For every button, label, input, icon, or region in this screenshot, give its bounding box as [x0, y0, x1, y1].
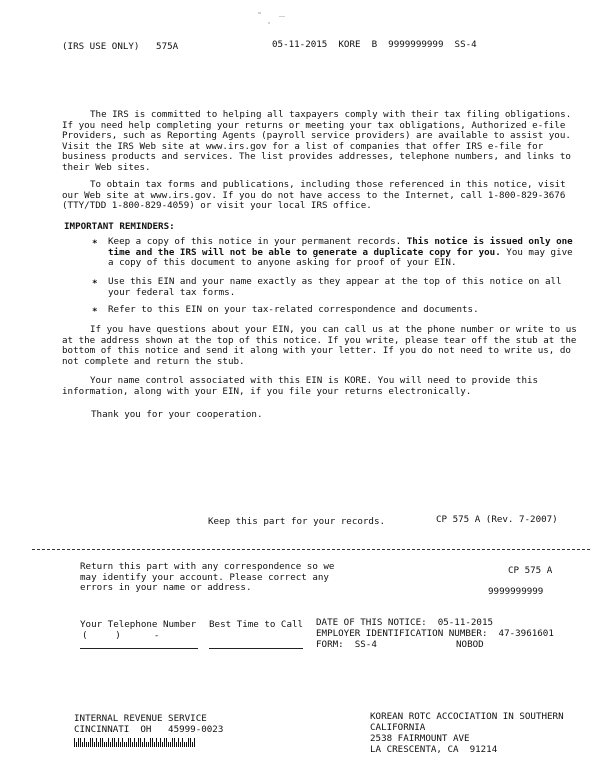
barcode-bar	[154, 742, 155, 747]
barcode-bar	[74, 738, 75, 747]
best-time-underline[interactable]	[209, 648, 303, 649]
reminder-use-ein: Use this EIN and your name exactly as they appear at the top of this notice on all your federal tax forms.	[108, 276, 562, 298]
best-time-label: Best Time to Call	[209, 619, 304, 630]
phone-number-label: Your Telephone Number	[80, 619, 197, 630]
barcode-bar	[126, 742, 127, 747]
barcode-bar	[78, 738, 79, 747]
barcode-bar	[106, 742, 107, 747]
barcode-bar	[80, 738, 81, 747]
paragraph-thanks: Thank you for your cooperation.	[91, 409, 263, 420]
barcode-bar	[102, 738, 103, 747]
barcode-bar	[96, 738, 97, 747]
barcode-bar	[180, 742, 181, 747]
barcode-bar	[192, 742, 193, 747]
tear-line	[32, 549, 590, 550]
barcode-bar	[158, 742, 159, 747]
irs-address-line: CINCINNATI OH 45999-0023	[74, 724, 224, 735]
reminder-proof-text: You may give a copy of this document to anyone asking for proof of your EIN.	[108, 246, 573, 269]
barcode-bar	[120, 742, 121, 747]
barcode-bar	[168, 742, 169, 747]
paragraph-efile: The IRS is committed to helping all taxpayers comply with their tax filing obligations. If you need help completing your returns or meeting your tax obligations, Authorized e-file Providers, such as Reporting Agents (payroll service providers) are available to assist you. Visit the IRS Web site at www.irs.gov for a list of companies that offer IRS e-file for business products and services. The list provides addresses, telephone numbers, and links to their Web sites.	[62, 109, 572, 173]
barcode-bar	[176, 742, 177, 747]
barcode-bar	[190, 738, 191, 747]
barcode-bar	[94, 742, 95, 747]
header-irs-use-only: (IRS USE ONLY) 575A	[62, 41, 179, 52]
barcode-bar	[112, 738, 113, 747]
barcode-bar	[150, 738, 151, 747]
barcode-bar	[144, 738, 145, 747]
scan-mark	[279, 16, 285, 17]
barcode-bar	[162, 742, 163, 747]
barcode-bar	[146, 742, 147, 747]
barcode-bar	[98, 742, 99, 747]
barcode-bar	[118, 738, 119, 747]
barcode-bar	[156, 738, 157, 747]
barcode-bar	[142, 742, 143, 747]
barcode-bar	[76, 742, 77, 747]
paragraph-name-control: Your name control associated with this EIN is KORE. You will need to provide this information, along with your EIN, if you file your returns electronically.	[62, 375, 539, 397]
barcode-bar	[138, 738, 139, 747]
paragraph-forms: To obtain tax forms and publications, including those referenced in this notice, visit our Web site at www.irs.gov. If you do not have access to the Internet, call 1-800-829-3676 (TTY/TDD 1-800-829-4059) or visit your local IRS office.	[62, 179, 566, 212]
barcode-bar	[186, 742, 187, 747]
barcode-bar	[88, 742, 89, 747]
employer-id-number: EMPLOYER IDENTIFICATION NUMBER: 47-3961601	[316, 628, 554, 639]
recipient-address-line: KOREAN ROTC ACCOCIATION IN SOUTHERN	[370, 711, 564, 722]
barcode-bar	[86, 742, 87, 747]
paragraph-questions: If you have questions about your EIN, you can call us at the phone number or write to us at the address shown at the top of this notice. If you write, please tear off the stub at the bottom of this notice and send it along with your letter. If you do not need to write us, do not complete and return the stub.	[62, 324, 577, 367]
barcode-bar	[170, 742, 171, 747]
barcode-bar	[92, 738, 93, 747]
barcode-bar	[108, 738, 109, 747]
barcode-bar	[84, 738, 85, 747]
header-notice-info: 05-11-2015 KORE B 9999999999 SS-4	[272, 39, 477, 50]
barcode-bar	[100, 738, 101, 747]
stub-ein-number: 9999999999	[488, 586, 544, 597]
nobod-code: NOBOD	[456, 639, 484, 650]
recipient-address-line: LA CRESCENTA, CA 91214	[370, 744, 498, 755]
barcode-bar	[136, 742, 137, 747]
barcode-bar	[134, 738, 135, 747]
barcode-bar	[90, 738, 91, 747]
scan-mark	[258, 12, 261, 14]
barcode-bar	[188, 738, 189, 747]
stub-return-text: Return this part with any correspondence so we may identify your account. Please correct any errors in your name or address.	[80, 561, 335, 594]
barcode-bar	[122, 738, 123, 747]
recipient-address-line: CALIFORNIA	[370, 722, 426, 733]
recipient-address-line: 2538 FAIRMOUNT AVE	[370, 733, 470, 744]
form-type: FORM: SS-4	[316, 639, 377, 650]
bullet-icon: *	[92, 278, 98, 289]
phone-number-field[interactable]: ( ) -	[82, 630, 160, 641]
barcode-bar	[152, 738, 153, 747]
reminder-keep-copy-text: Keep a copy of this notice in your permanent records.	[108, 236, 402, 247]
barcode-bar	[194, 738, 195, 747]
barcode-bar	[124, 742, 125, 747]
keep-part-label: Keep this part for your records.	[208, 516, 386, 527]
barcode-bar	[172, 738, 173, 747]
barcode-bar	[128, 738, 129, 747]
barcode-bar	[82, 742, 83, 747]
barcode-bar	[174, 738, 175, 747]
date-of-notice: DATE OF THIS NOTICE: 05-11-2015	[316, 617, 494, 628]
scan-mark	[268, 22, 270, 24]
irs-address-line: INTERNAL REVENUE SERVICE	[74, 713, 207, 724]
reminders-heading: IMPORTANT REMINDERS:	[64, 221, 175, 232]
barcode-bar	[182, 738, 183, 747]
barcode-bar	[104, 742, 105, 747]
barcode-bar	[160, 738, 161, 747]
form-id: CP 575 A (Rev. 7-2007)	[436, 514, 558, 525]
reminder-keep-copy	[108, 237, 578, 269]
barcode-bar	[184, 742, 185, 747]
reminder-refer-ein: Refer to this EIN on your tax-related correspondence and documents.	[108, 304, 479, 315]
barcode-bar	[166, 738, 167, 747]
phone-number-underline	[80, 648, 198, 649]
barcode-bar	[116, 742, 117, 747]
stub-cp-label: CP 575 A	[508, 565, 553, 576]
reminder-duplicate-warning: This notice is issued only one time and the IRS will not be able to generate a duplicate copy for you.	[108, 236, 573, 258]
bullet-icon: *	[92, 306, 98, 317]
barcode-bar	[110, 742, 111, 747]
barcode-bar	[178, 738, 179, 747]
postal-barcode	[74, 738, 195, 747]
barcode-bar	[130, 738, 131, 747]
barcode-bar	[114, 738, 115, 747]
barcode-bar	[164, 738, 165, 747]
barcode-bar	[140, 738, 141, 747]
bullet-icon: *	[92, 238, 98, 249]
barcode-bar	[132, 742, 133, 747]
barcode-bar	[148, 742, 149, 747]
